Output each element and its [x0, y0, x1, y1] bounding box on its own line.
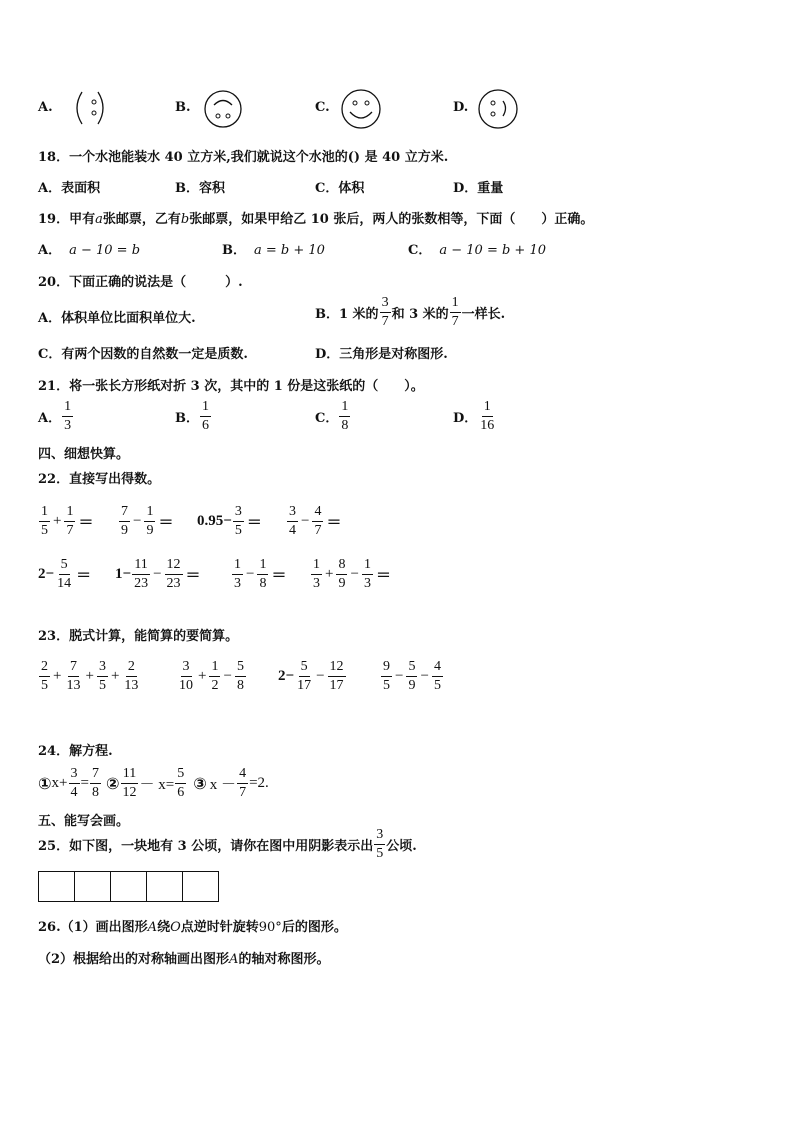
q22-item-4: $\frac{3}{4}$ − $\frac{4}{7}$ ＝ [289, 504, 342, 538]
q20-option-b: B．1 米的 $\frac{3}{7}$ 和 3 米的 $\frac{1}{7}$ 一样长. [315, 295, 506, 329]
q25-stem: 25．如下图，一块地有 3 公顷，请你在图中用阴影表示出 $\frac{3}{5}$ 公顷. [38, 827, 417, 861]
q18-option-a: A．表面积 [38, 181, 101, 196]
q22-item-3: 0.95− $\frac{3}{5}$ ＝ [197, 504, 262, 538]
grid-cell-5[interactable] [183, 872, 218, 901]
q23-expr-1: $\frac{2}{5}$ + $\frac{7}{13}$ + $\frac{3}{5}$ + $\frac{2}{13}$ [41, 659, 139, 693]
q19-stem: 19．甲有a张邮票，乙有b张邮票，如果甲给乙 10 张后，两人的张数相等，下面（ ）正确。 [38, 212, 594, 227]
q19-option-b: B． a = b + 10 [222, 243, 325, 258]
q22-item-2: $\frac{7}{9}$ − $\frac{1}{9}$ ＝ [121, 504, 174, 538]
q22-item-6: 1− $\frac{11}{23}$ − $\frac{12}{23}$ ＝ [115, 557, 201, 591]
q18-option-c: C．体积 [315, 181, 365, 196]
q21-stem: 21．将一张长方形纸对折 3 次，其中的 1 份是这张纸的（ ）。 [38, 379, 424, 394]
q19-option-c: C． a − 10 = b + 10 [408, 243, 546, 258]
q19-option-a: A． a − 10 = b [38, 243, 141, 258]
grid-cell-1[interactable] [39, 872, 75, 901]
q22-item-7: $\frac{1}{3}$ − $\frac{1}{8}$ ＝ [234, 557, 287, 591]
q23-stem: 23．脱式计算，能简算的要简算。 [38, 629, 239, 644]
q24-stem: 24．解方程. [38, 744, 113, 759]
q20-option-a: A．体积单位比面积单位大. [38, 311, 196, 326]
grid-cell-4[interactable] [147, 872, 183, 901]
grid-cell-3[interactable] [111, 872, 147, 901]
q23-expr-3: 2− $\frac{5}{17}$ − $\frac{12}{17}$ [278, 659, 344, 693]
land-grid[interactable] [38, 871, 219, 902]
q21-option-c: C． $\frac{1}{8}$ [315, 399, 349, 433]
q21-option-a: A． $\frac{1}{3}$ [38, 399, 72, 433]
q18-option-b: B．容积 [175, 181, 225, 196]
face-c-icon [340, 88, 382, 130]
q22-item-5: 2− $\frac{5}{14}$ ＝ [38, 557, 92, 591]
option-d-label: D. [453, 100, 469, 115]
q22-stem: 22．直接写出得数。 [38, 472, 161, 487]
q23-expr-4: $\frac{9}{5}$ − $\frac{5}{9}$ − $\frac{4}{5}$ [383, 659, 441, 693]
q21-option-d: D． $\frac{1}{16}$ [453, 399, 495, 433]
section-4-heading: 四、细想快算。 [38, 447, 130, 462]
face-a-icon [70, 88, 110, 128]
q22-item-1: $\frac{1}{5}$ + $\frac{1}{7}$ ＝ [41, 504, 94, 538]
q21-option-b: B． $\frac{1}{6}$ [175, 399, 209, 433]
q20-option-c: C．有两个因数的自然数一定是质数. [38, 347, 248, 362]
q20-stem: 20．下面正确的说法是（ ）. [38, 275, 243, 290]
q26-part-1: 26.（1）画出图形A绕O点逆时针旋转90°后的图形。 [38, 920, 347, 935]
q22-item-8: $\frac{1}{3}$ + $\frac{8}{9}$ − $\frac{1}{3}$ ＝ [313, 557, 391, 591]
q23-expr-2: $\frac{3}{10}$ + $\frac{1}{2}$ − $\frac{5}{8}$ [179, 659, 244, 693]
face-d-icon [477, 88, 519, 130]
option-a-label: A. [38, 100, 53, 115]
section-5-heading: 五、能写会画。 [38, 814, 130, 829]
q24-equations: ① x+ $\frac{3}{4}$ = $\frac{7}{8}$ ② $\frac{11}{12}$ － x= $\frac{5}{6}$ ③ x － $\frac{4}{7}$ =2. [38, 766, 269, 800]
option-c-label: C. [315, 100, 330, 115]
q20-option-d: D．三角形是对称图形. [315, 347, 448, 362]
option-b-label: B. [175, 100, 191, 115]
face-b-icon [203, 88, 243, 130]
q18-option-d: D．重量 [453, 181, 504, 196]
q18-stem: 18．一个水池能装水 40 立方米,我们就说这个水池的() 是 40 立方米. [38, 150, 449, 165]
q26-part-2: （2）根据给出的对称轴画出图形A的轴对称图形。 [38, 952, 330, 967]
grid-cell-2[interactable] [75, 872, 111, 901]
